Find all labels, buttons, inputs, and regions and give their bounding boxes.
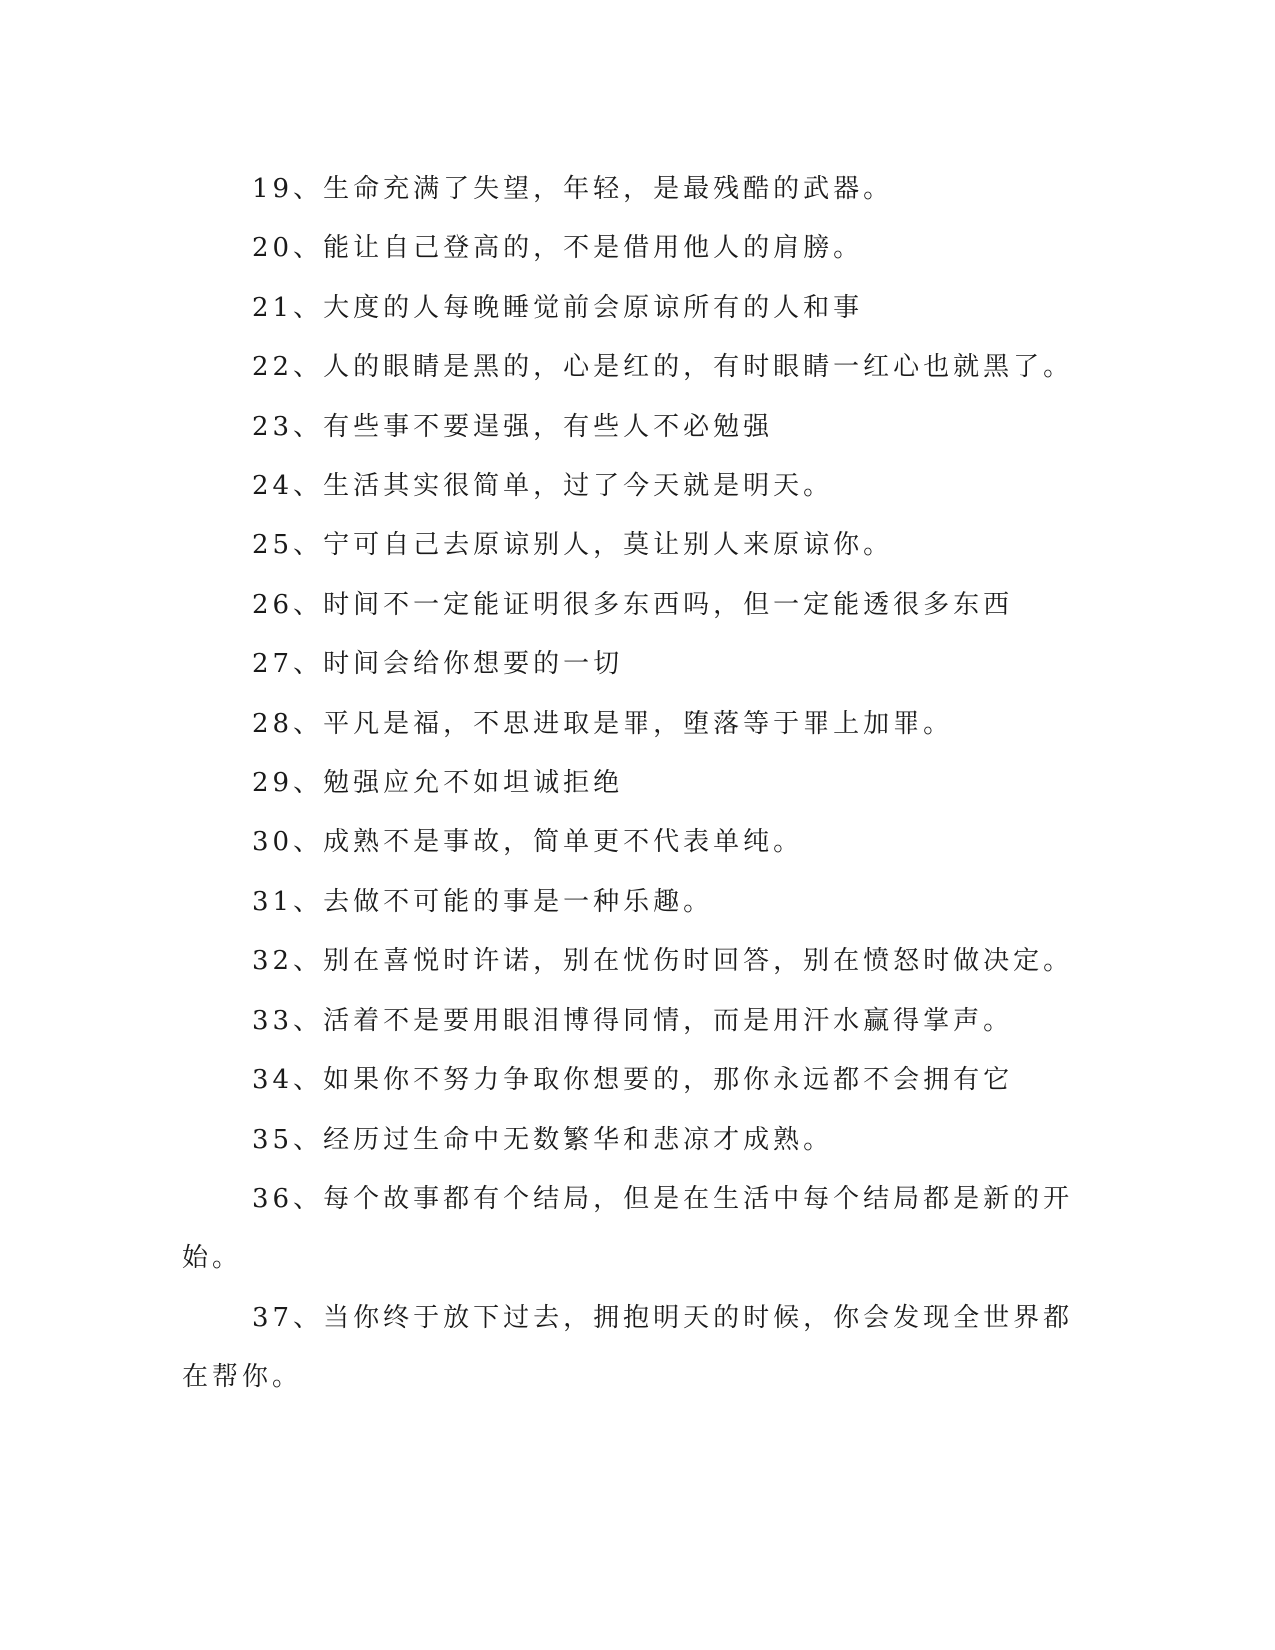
list-item: 28、平凡是福，不思进取是罪，堕落等于罪上加罪。 [252,708,954,739]
list-item: 36、每个故事都有个结局，但是在生活中每个结局都是新的开始。 [182,1183,1074,1274]
list-item: 20、能让自己登高的，不是借用他人的肩膀。 [252,233,864,264]
list-item: 31、去做不可能的事是一种乐趣。 [252,886,714,917]
list-item: 33、活着不是要用眼泪博得同情，而是用汗水赢得掌声。 [252,1005,1014,1036]
list-item: 37、当你终于放下过去，拥抱明天的时候，你会发现全世界都在帮你。 [182,1302,1074,1393]
list-item: 35、经历过生命中无数繁华和悲凉才成熟。 [252,1124,834,1155]
list-item: 25、宁可自己去原谅别人，莫让别人来原谅你。 [252,530,894,561]
list-item: 29、勉强应允不如坦诚拒绝 [252,768,624,799]
list-item: 26、时间不一定能证明很多东西吗，但一定能透很多东西 [252,589,1014,620]
list-item: 22、人的眼睛是黑的，心是红的，有时眼睛一红心也就黑了。 [252,352,1074,383]
list-item: 30、成熟不是事故，简单更不代表单纯。 [252,827,804,858]
list-item: 27、时间会给你想要的一切 [252,649,624,680]
list-item: 19、生命充满了失望，年轻，是最残酷的武器。 [252,174,894,204]
list-item: 34、如果你不努力争取你想要的，那你永远都不会拥有它 [252,1065,1014,1096]
list-item: 23、有些事不要逞强，有些人不必勉强 [252,411,774,442]
list-item: 24、生活其实很简单，过了今天就是明天。 [252,471,834,502]
list-item: 21、大度的人每晚睡觉前会原谅所有的人和事 [252,292,864,323]
quote-list [182,160,1082,1408]
list-item: 32、别在喜悦时许诺，别在忧伤时回答，别在愤怒时做决定。 [252,946,1074,977]
